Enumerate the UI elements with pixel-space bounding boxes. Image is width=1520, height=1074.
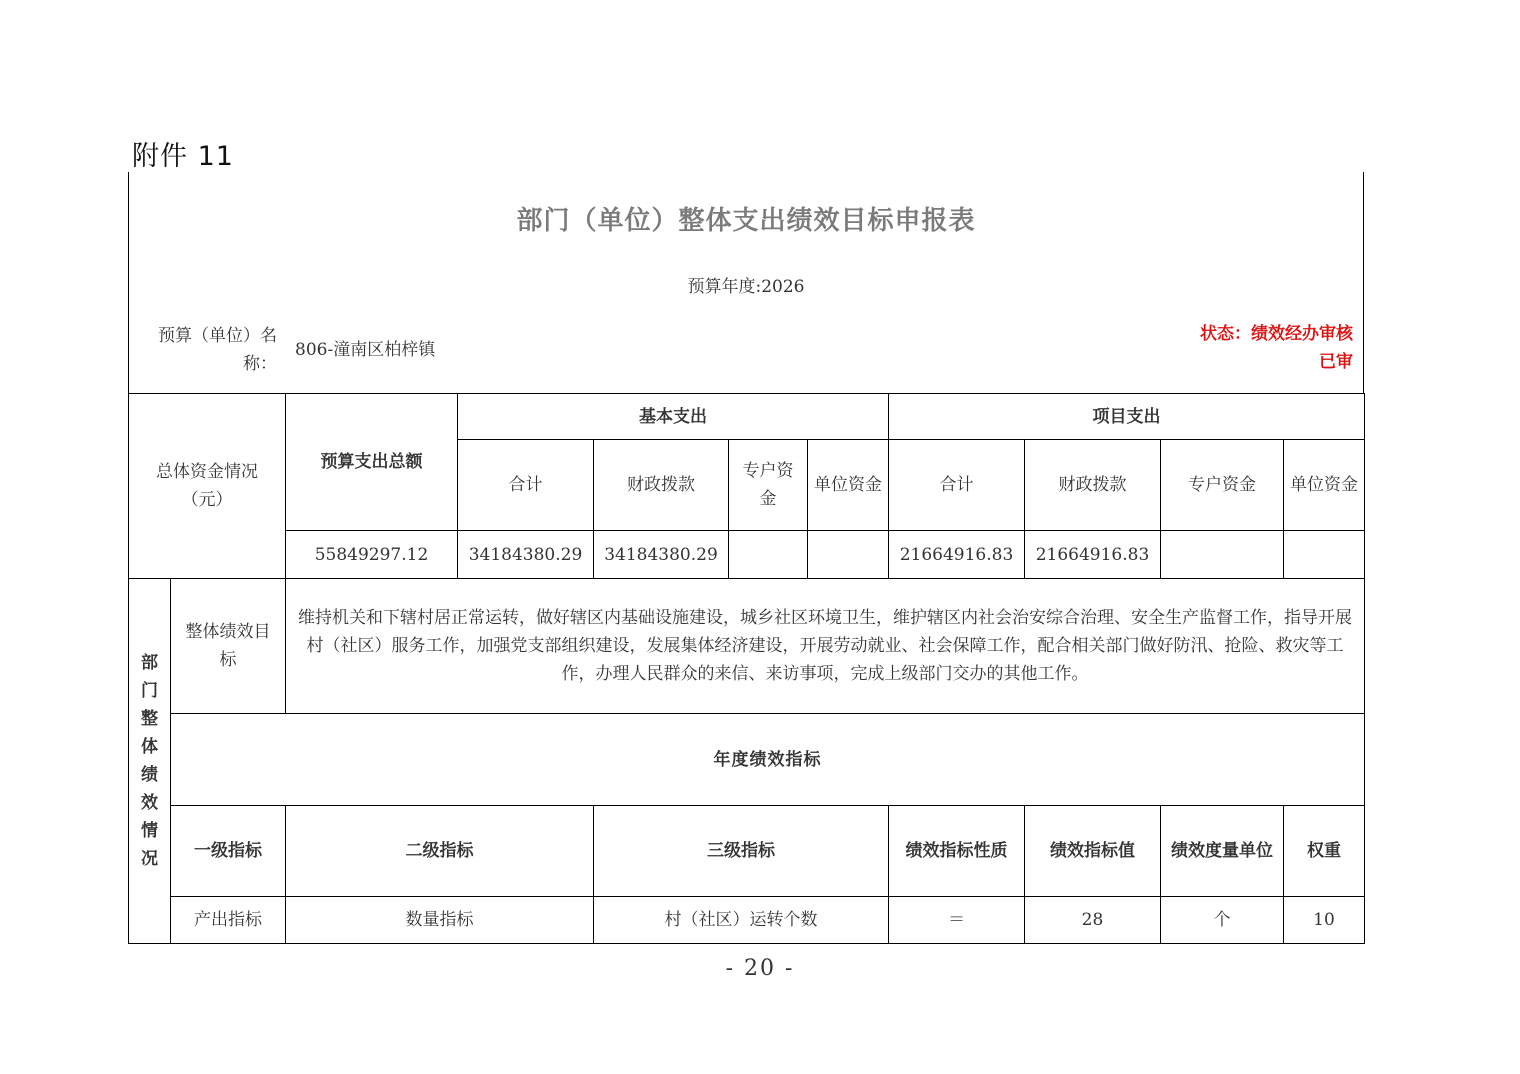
project-special-value (1161, 531, 1284, 579)
section-char: 整 (141, 709, 158, 729)
section-char: 况 (141, 849, 158, 869)
basic-total-value: 34184380.29 (458, 531, 594, 579)
section-label-vertical (129, 579, 171, 944)
project-special-header: 专户资金 (1161, 440, 1284, 531)
basic-unit-value (808, 531, 889, 579)
project-fiscal-header: 财政拨款 (1025, 440, 1161, 531)
goal-text: 维持机关和下辖村居正常运转，做好辖区内基础设施建设，城乡社区环境卫生，维护辖区内社会治安综合治理、安全生产监督工作，指导开展村（社区）服务工作，加强党支部组织建设，发展集体经济建设，开展劳动就业、社会保障工作，配合相关部门做好防汛、抢险、救灾等工作，办理人民群众的来信、来访事项，完成上级部门交办的其他工作。 (286, 579, 1365, 714)
performance-table (128, 393, 1365, 944)
basic-unit-header: 单位资金 (808, 440, 889, 531)
section-char: 部 (141, 653, 158, 673)
section-char: 门 (141, 681, 158, 701)
project-expenditure-header: 项目支出 (889, 394, 1365, 440)
project-unit-header: 单位资金 (1284, 440, 1365, 531)
form-title: 部门（单位）整体支出绩效目标申报表 (516, 206, 976, 236)
project-total-header: 合计 (889, 440, 1025, 531)
indicator-weight: 10 (1284, 897, 1365, 944)
indicator-nature: ＝ (889, 897, 1025, 944)
section-char: 绩 (141, 765, 158, 785)
total-budget-value: 55849297.12 (286, 531, 458, 579)
basic-fiscal-header: 财政拨款 (594, 440, 729, 531)
basic-special-header: 专户资金 (729, 440, 808, 531)
status-line-2: 已审 (1319, 352, 1353, 372)
basic-fiscal-value: 34184380.29 (594, 531, 729, 579)
form-header (128, 172, 1364, 394)
unit-header: 绩效度量单位 (1161, 806, 1284, 897)
attachment-label: 附件 11 (132, 141, 234, 172)
unit-name-label: 预算（单位）名称： (158, 326, 277, 374)
section-char: 效 (141, 793, 158, 813)
basic-special-value (729, 531, 808, 579)
project-fiscal-value: 21664916.83 (1025, 531, 1161, 579)
total-budget-header: 预算支出总额 (286, 394, 458, 531)
value-header: 绩效指标值 (1025, 806, 1161, 897)
project-unit-value (1284, 531, 1365, 579)
table-row (129, 897, 1365, 944)
funds-row-label: 总体资金情况（元） (129, 394, 286, 579)
budget-year: 预算年度:2026 (687, 277, 805, 297)
status-badge (1200, 320, 1353, 376)
page-number: - 20 - (725, 956, 795, 981)
basic-total-header: 合计 (458, 440, 594, 531)
indicator-level3: 村（社区）运转个数 (594, 897, 889, 944)
annual-indicators-title: 年度绩效指标 (171, 714, 1365, 806)
status-line-1: 状态：绩效经办审核 (1200, 324, 1353, 344)
nature-header: 绩效指标性质 (889, 806, 1025, 897)
weight-header: 权重 (1284, 806, 1365, 897)
indicator-value: 28 (1025, 897, 1161, 944)
section-char: 情 (141, 821, 158, 841)
indicator-unit: 个 (1161, 897, 1284, 944)
goal-label: 整体绩效目标 (171, 579, 286, 714)
level3-header: 三级指标 (594, 806, 889, 897)
indicator-level1: 产出指标 (171, 897, 286, 944)
basic-expenditure-header: 基本支出 (458, 394, 889, 440)
level2-header: 二级指标 (286, 806, 594, 897)
indicator-level2: 数量指标 (286, 897, 594, 944)
project-total-value: 21664916.83 (889, 531, 1025, 579)
section-char: 体 (141, 737, 158, 757)
level1-header: 一级指标 (171, 806, 286, 897)
unit-name-value: 806-潼南区柏梓镇 (295, 340, 436, 360)
